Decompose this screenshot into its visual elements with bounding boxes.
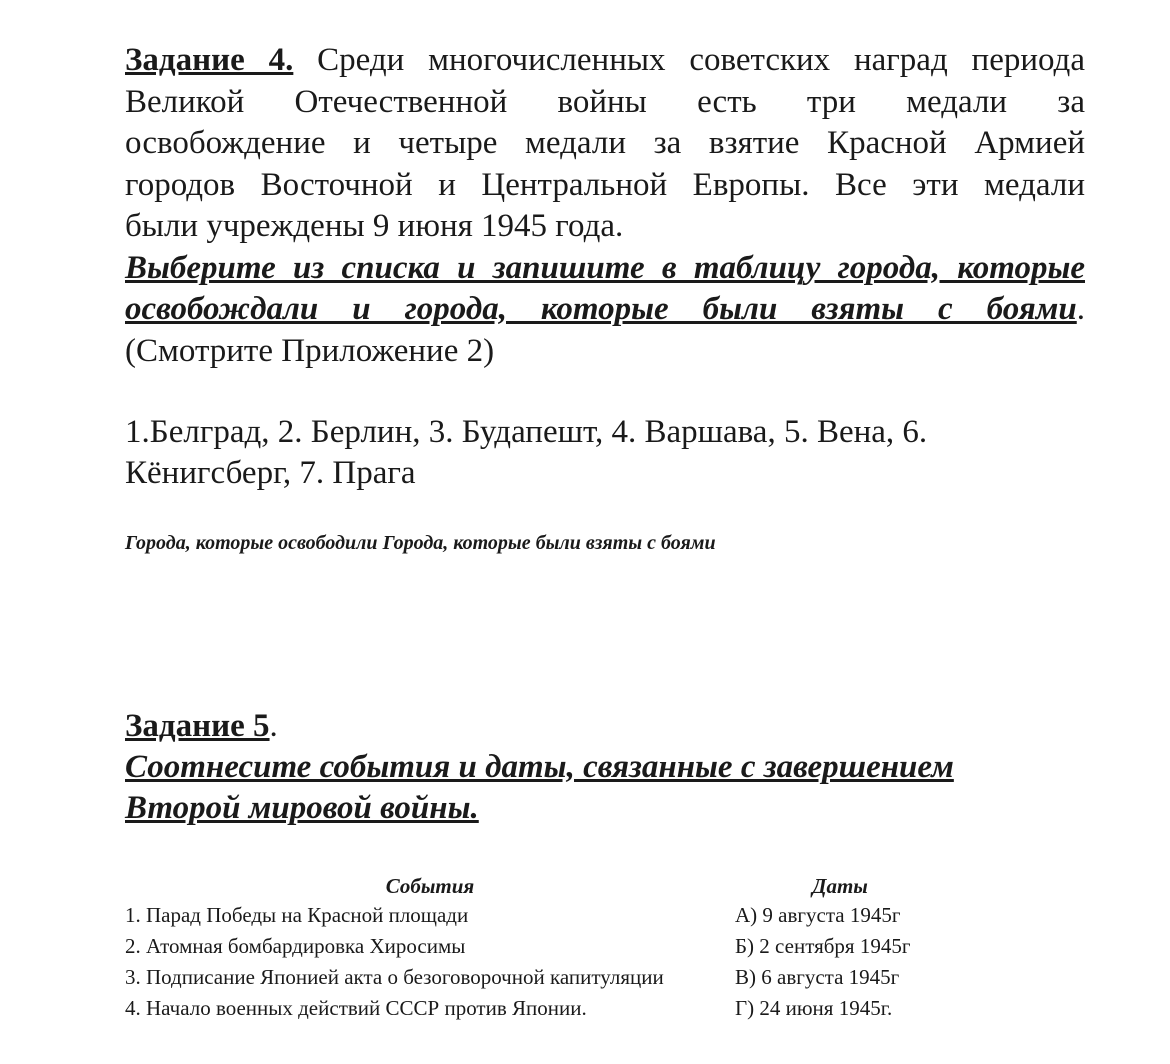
city-list — [125, 412, 1085, 494]
event-cell: 4. Начало военных действий СССР против Японии. — [125, 996, 587, 1020]
event-cell: 2. Атомная бомбардировка Хиросимы — [125, 934, 466, 958]
task4-instruction-line-1: Выберите из списка и запишите в таблицу города, которые — [125, 249, 1085, 286]
task5-subtitle: Соотнесите события и даты, связанные с завершением Второй мировой войны. — [125, 749, 954, 826]
table-row — [125, 993, 945, 1024]
date-cell: Г) 24 июня 1945г. — [735, 996, 893, 1020]
event-cell: 3. Подписание Японией акта о безоговорочной капитуляции — [125, 965, 664, 989]
table-row — [125, 900, 945, 931]
task4-paragraph — [125, 40, 1085, 372]
task5-heading: Задание 5. — [125, 708, 278, 744]
col-taken-header: Города, которые были взяты с боями — [382, 532, 716, 554]
matching-table-header — [125, 872, 945, 900]
date-cell: В) 6 августа 1945г — [735, 965, 900, 989]
task4-reference: (Смотрите Приложение 2) — [125, 332, 495, 369]
task4-title: Задание 4. — [125, 42, 294, 78]
events-header: События — [385, 874, 475, 898]
task4-line-2: Великой Отечественной войны есть три медали за — [125, 83, 1085, 120]
table-row — [125, 962, 945, 993]
task5-title: Задание 5 — [125, 708, 270, 744]
task4-line-5: были учреждены 9 июня 1945 года. — [125, 208, 624, 244]
matching-table — [125, 872, 945, 1024]
city-list-line-1: 1.Белград, 2. Берлин, 3. Будапешт, 4. Варшава, 5. Вена, 6. — [125, 414, 928, 450]
task4-line-3: освобождение и четыре медали за взятие Красной Армией — [125, 125, 1085, 161]
city-list-line-2: Кёнигсберг, 7. Прага — [125, 455, 416, 491]
dates-header: Даты — [812, 874, 868, 898]
cities-table-header — [125, 532, 1085, 555]
table-row — [125, 931, 945, 962]
task4-instruction-line-2: освобождали и города, которые были взяты с боями. — [125, 291, 1085, 327]
task4-line-1: Задание 4. Среди многочисленных советских наград периода — [125, 42, 1085, 78]
col-liberated-header: Города, которые освободили — [125, 532, 378, 554]
event-cell: 1. Парад Победы на Красной площади — [125, 903, 469, 927]
task4-line-4: городов Восточной и Центральной Европы. Все эти медали — [125, 166, 1085, 203]
date-cell: А) 9 августа 1945г — [735, 903, 901, 927]
task4-section — [125, 40, 1085, 555]
date-cell: Б) 2 сентября 1945г — [735, 934, 911, 958]
task5-section — [125, 706, 1085, 829]
